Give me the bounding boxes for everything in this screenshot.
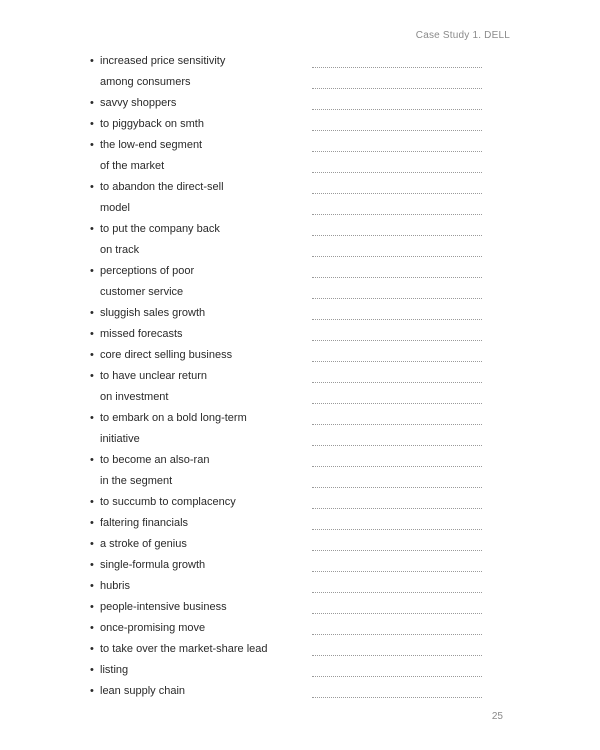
- vocab-row: [86, 179, 486, 200]
- answer-line[interactable]: [312, 330, 482, 341]
- bullet-icon: •: [90, 643, 94, 655]
- vocab-row: [86, 263, 486, 284]
- bullet-icon: •: [90, 181, 94, 193]
- answer-line[interactable]: [312, 351, 482, 362]
- page-number: 25: [491, 711, 503, 722]
- vocab-row: [86, 389, 486, 410]
- answer-line[interactable]: [312, 225, 482, 236]
- vocab-term: among consumers: [100, 76, 191, 88]
- vocab-term: to take over the market-share lead: [100, 643, 268, 655]
- answer-line[interactable]: [312, 288, 482, 299]
- answer-line[interactable]: [312, 162, 482, 173]
- bullet-icon: •: [90, 307, 94, 319]
- vocab-row: [86, 221, 486, 242]
- vocab-term: single-formula growth: [100, 559, 206, 571]
- answer-line[interactable]: [312, 540, 482, 551]
- vocab-row: [86, 53, 486, 74]
- vocab-term: missed forecasts: [100, 328, 183, 340]
- vocab-term: the low-end segment: [100, 139, 203, 151]
- answer-line[interactable]: [312, 603, 482, 614]
- bullet-icon: •: [90, 622, 94, 634]
- vocab-term: once-promising move: [100, 622, 206, 634]
- vocab-term: to abandon the direct-sell: [100, 181, 224, 193]
- bullet-icon: •: [90, 685, 94, 697]
- bullet-icon: •: [90, 517, 94, 529]
- vocab-term: on investment: [100, 391, 169, 403]
- answer-line[interactable]: [312, 561, 482, 572]
- vocab-row: [86, 305, 486, 326]
- answer-line[interactable]: [312, 624, 482, 635]
- vocab-term: savvy shoppers: [100, 97, 177, 109]
- answer-line[interactable]: [312, 246, 482, 257]
- vocab-row: [86, 599, 486, 620]
- vocab-term: perceptions of poor: [100, 265, 195, 277]
- vocab-term: model: [100, 202, 130, 214]
- answer-line[interactable]: [312, 204, 482, 215]
- vocab-term: to piggyback on smth: [100, 118, 204, 130]
- vocab-term: to become an also-ran: [100, 454, 210, 466]
- answer-line[interactable]: [312, 666, 482, 677]
- bullet-icon: •: [90, 601, 94, 613]
- vocab-term: sluggish sales growth: [100, 307, 206, 319]
- answer-line[interactable]: [312, 498, 482, 509]
- vocab-row: [86, 641, 486, 662]
- vocab-row: [86, 326, 486, 347]
- bullet-icon: •: [90, 118, 94, 130]
- vocab-term: on track: [100, 244, 140, 256]
- vocab-term: increased price sensitivity: [100, 55, 226, 67]
- vocab-term: faltering financials: [100, 517, 189, 529]
- vocab-row: [86, 494, 486, 515]
- answer-line[interactable]: [312, 267, 482, 278]
- bullet-icon: •: [90, 97, 94, 109]
- vocab-row: [86, 200, 486, 221]
- vocab-term: listing: [100, 664, 129, 676]
- answer-line[interactable]: [312, 687, 482, 698]
- vocab-term: initiative: [100, 433, 140, 445]
- vocab-row: [86, 473, 486, 494]
- vocab-row: [86, 158, 486, 179]
- vocab-row: [86, 620, 486, 641]
- answer-line[interactable]: [312, 582, 482, 593]
- vocab-row: [86, 431, 486, 452]
- answer-line[interactable]: [312, 645, 482, 656]
- vocab-term: people-intensive business: [100, 601, 227, 613]
- bullet-icon: •: [90, 370, 94, 382]
- answer-line[interactable]: [312, 120, 482, 131]
- vocab-row: [86, 284, 486, 305]
- running-header: Case Study 1. DELL: [415, 30, 510, 41]
- answer-line[interactable]: [312, 414, 482, 425]
- bullet-icon: •: [90, 349, 94, 361]
- answer-line[interactable]: [312, 435, 482, 446]
- answer-line[interactable]: [312, 372, 482, 383]
- bullet-icon: •: [90, 580, 94, 592]
- bullet-icon: •: [90, 559, 94, 571]
- bullet-icon: •: [90, 265, 94, 277]
- vocab-row: [86, 242, 486, 263]
- vocab-row: [86, 557, 486, 578]
- vocab-row: [86, 368, 486, 389]
- answer-line[interactable]: [312, 183, 482, 194]
- vocab-row: [86, 116, 486, 137]
- vocab-row: [86, 410, 486, 431]
- vocab-row: [86, 578, 486, 599]
- vocab-row: [86, 137, 486, 158]
- vocab-term: core direct selling business: [100, 349, 233, 361]
- answer-line[interactable]: [312, 141, 482, 152]
- bullet-icon: •: [90, 664, 94, 676]
- answer-line[interactable]: [312, 477, 482, 488]
- bullet-icon: •: [90, 538, 94, 550]
- bullet-icon: •: [90, 454, 94, 466]
- vocab-row: [86, 683, 486, 704]
- vocabulary-list: [86, 53, 486, 704]
- vocab-term: lean supply chain: [100, 685, 186, 697]
- vocab-row: [86, 347, 486, 368]
- vocab-row: [86, 536, 486, 557]
- answer-line[interactable]: [312, 309, 482, 320]
- bullet-icon: •: [90, 328, 94, 340]
- vocab-term: in the segment: [100, 475, 173, 487]
- answer-line[interactable]: [312, 393, 482, 404]
- vocab-term: to embark on a bold long-term: [100, 412, 247, 424]
- vocab-term: to have unclear return: [100, 370, 208, 382]
- vocab-row: [86, 452, 486, 473]
- bullet-icon: •: [90, 496, 94, 508]
- answer-line[interactable]: [312, 57, 482, 68]
- vocab-term: to put the company back: [100, 223, 220, 235]
- vocab-row: [86, 515, 486, 536]
- vocab-row: [86, 74, 486, 95]
- bullet-icon: •: [90, 139, 94, 151]
- answer-line[interactable]: [312, 99, 482, 110]
- bullet-icon: •: [90, 55, 94, 67]
- vocab-term: to succumb to complacency: [100, 496, 236, 508]
- vocab-row: [86, 662, 486, 683]
- vocab-term: hubris: [100, 580, 130, 592]
- vocab-term: customer service: [100, 286, 184, 298]
- vocab-term: a stroke of genius: [100, 538, 187, 550]
- vocab-row: [86, 95, 486, 116]
- answer-line[interactable]: [312, 456, 482, 467]
- vocab-term: of the market: [100, 160, 165, 172]
- bullet-icon: •: [90, 412, 94, 424]
- answer-line[interactable]: [312, 78, 482, 89]
- answer-line[interactable]: [312, 519, 482, 530]
- bullet-icon: •: [90, 223, 94, 235]
